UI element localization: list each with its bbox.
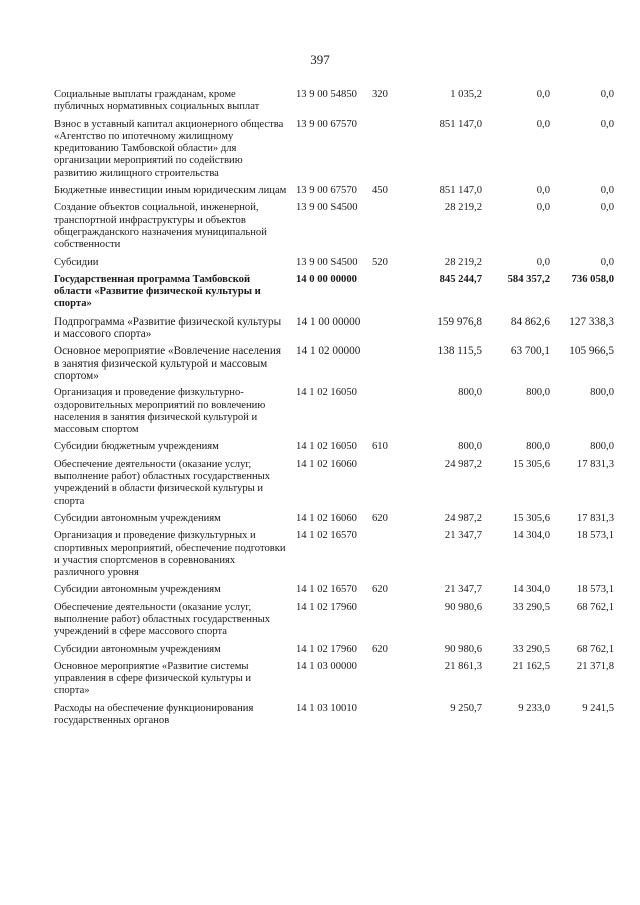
amount-year-2: 21 162,5 <box>512 660 550 672</box>
amount-year-2: 33 290,5 <box>512 601 550 613</box>
amount-year-1: 800,0 <box>458 441 482 453</box>
expense-type-code <box>372 661 404 703</box>
amount-year-2: 14 304,0 <box>512 584 550 596</box>
amount-year-3: 0,0 <box>600 185 614 197</box>
amount-year-2: 584 357,2 <box>507 273 550 285</box>
expense-type-code: 620 <box>372 584 388 596</box>
target-article-code: 14 0 00 00000 <box>296 273 357 285</box>
amount-year-1: 28 219,2 <box>444 202 482 214</box>
table-row <box>54 513 614 530</box>
expense-type-code <box>372 459 404 513</box>
table-row <box>54 257 614 274</box>
target-article-code: 13 9 00 S4500 <box>296 202 358 214</box>
amount-year-1: 90 980,6 <box>444 643 482 655</box>
expense-type-code: 320 <box>372 89 388 100</box>
expense-type-code <box>372 602 404 644</box>
amount-year-3: 9 241,5 <box>582 702 614 714</box>
amount-year-1: 21 347,7 <box>444 530 482 542</box>
table-row <box>54 644 614 661</box>
amount-year-1: 851 147,0 <box>439 185 482 197</box>
target-article-code: 14 1 02 16570 <box>296 530 357 542</box>
page-number: 397 <box>310 52 330 67</box>
amount-year-2: 0,0 <box>536 89 550 100</box>
amount-year-2: 0,0 <box>536 118 550 130</box>
table-row <box>54 703 614 733</box>
target-article-code: 14 1 00 00000 <box>296 315 361 328</box>
amount-year-1: 159 976,8 <box>437 315 482 328</box>
table-row <box>54 89 614 119</box>
target-article-code: 14 1 02 16060 <box>296 512 357 524</box>
expense-name: Субсидии автономным учреждениям <box>54 643 221 655</box>
expense-name: Субсидии <box>54 256 99 268</box>
table-row <box>54 274 614 316</box>
table-row <box>54 202 614 256</box>
amount-year-3: 0,0 <box>600 118 614 130</box>
expense-type-code <box>372 530 404 584</box>
table-body <box>54 89 614 732</box>
amount-year-2: 15 305,6 <box>512 512 550 524</box>
table-row <box>54 119 614 185</box>
amount-year-2: 0,0 <box>536 185 550 197</box>
budget-table <box>54 89 614 732</box>
expense-name: Расходы на обеспечение функционирования государственных органов <box>54 702 254 727</box>
expense-name: Подпрограмма «Развитие физической культуры и массового спорта» <box>54 315 282 341</box>
amount-year-3: 800,0 <box>590 441 614 453</box>
amount-year-1: 28 219,2 <box>444 256 482 268</box>
amount-year-2: 800,0 <box>526 441 550 453</box>
expense-type-code: 620 <box>372 512 388 524</box>
target-article-code: 13 9 00 S4500 <box>296 256 358 268</box>
expense-name: Основное мероприятие «Развитие системы управления в сфере физической культуры и спорта» <box>54 660 252 697</box>
amount-year-1: 138 115,5 <box>437 345 482 358</box>
expense-name: Основное мероприятие «Вовлечение населения в занятия физической культурой и массовым спортом» <box>54 345 282 382</box>
target-article-code: 14 1 02 16060 <box>296 458 357 470</box>
target-article-code: 13 9 00 54850 <box>296 89 357 100</box>
amount-year-1: 21 347,7 <box>444 584 482 596</box>
amount-year-2: 0,0 <box>536 202 550 214</box>
amount-year-1: 9 250,7 <box>450 702 482 714</box>
expense-type-code <box>372 316 404 346</box>
amount-year-1: 24 987,2 <box>444 512 482 524</box>
table-row <box>54 316 614 346</box>
amount-year-3: 0,0 <box>600 256 614 268</box>
expense-type-code <box>372 345 404 387</box>
amount-year-2: 33 290,5 <box>512 643 550 655</box>
table-row <box>54 459 614 513</box>
expense-name: Обеспечение деятельности (оказание услуг, выполнение работ) областных государственных учреждений в сфере массового спорта <box>54 601 271 638</box>
expense-type-code: 450 <box>372 185 388 197</box>
target-article-code: 13 9 00 67570 <box>296 118 357 130</box>
table-row <box>54 584 614 601</box>
amount-year-3: 18 573,1 <box>576 584 614 596</box>
target-article-code: 14 1 02 17960 <box>296 643 357 655</box>
amount-year-2: 63 700,1 <box>510 345 550 358</box>
amount-year-3: 127 338,3 <box>569 315 614 328</box>
expense-type-code: 620 <box>372 643 388 655</box>
amount-year-1: 1 035,2 <box>450 89 482 100</box>
expense-name: Организация и проведение физкультурно-оздоровительных мероприятий по вовлечению населения в занятия физической культурой и массовым спортом <box>54 387 266 436</box>
expense-name: Создание объектов социальной, инженерной, транспортной инфраструктуры и объектов общегражданского назначения муниципальной собственности <box>54 202 267 251</box>
table-row <box>54 345 614 387</box>
amount-year-1: 845 244,7 <box>439 273 482 285</box>
table-row <box>54 602 614 644</box>
amount-year-2: 0,0 <box>536 256 550 268</box>
table-row <box>54 661 614 703</box>
amount-year-3: 68 762,1 <box>576 643 614 655</box>
expense-name: Субсидии автономным учреждениям <box>54 512 221 524</box>
amount-year-3: 21 371,8 <box>576 660 614 672</box>
expense-name: Социальные выплаты гражданам, кроме публичных нормативных социальных выплат <box>54 89 260 113</box>
expense-type-code <box>372 703 404 733</box>
expense-name: Взнос в уставный капитал акционерного общества «Агентство по ипотечному жилищному кредитованию Тамбовской области» для организации мероприятий по содействию развитию жилищного строительства <box>54 118 284 179</box>
amount-year-3: 68 762,1 <box>576 601 614 613</box>
target-article-code: 14 1 02 00000 <box>296 345 361 358</box>
amount-year-1: 90 980,6 <box>444 601 482 613</box>
amount-year-3: 800,0 <box>590 387 614 399</box>
table-row <box>54 387 614 441</box>
amount-year-3: 0,0 <box>600 89 614 100</box>
target-article-code: 14 1 02 16570 <box>296 584 357 596</box>
amount-year-1: 851 147,0 <box>439 118 482 130</box>
amount-year-2: 14 304,0 <box>512 530 550 542</box>
expense-name: Обеспечение деятельности (оказание услуг, выполнение работ) областных государственных учреждений в области физической культуры и спорта <box>54 458 271 507</box>
target-article-code: 13 9 00 67570 <box>296 185 357 197</box>
target-article-code: 14 1 02 17960 <box>296 601 357 613</box>
amount-year-2: 15 305,6 <box>512 458 550 470</box>
expense-name: Государственная программа Тамбовской области «Развитие физической культуры и спорта» <box>54 273 261 310</box>
amount-year-3: 105 966,5 <box>569 345 614 358</box>
expense-type-code <box>372 119 404 185</box>
target-article-code: 14 1 02 16050 <box>296 387 357 399</box>
target-article-code: 14 1 03 00000 <box>296 660 357 672</box>
amount-year-3: 17 831,3 <box>576 512 614 524</box>
amount-year-2: 84 862,6 <box>510 315 550 328</box>
expense-name: Бюджетные инвестиции иным юридическим лицам <box>54 185 287 197</box>
table-row <box>54 530 614 584</box>
amount-year-3: 0,0 <box>600 202 614 214</box>
amount-year-1: 24 987,2 <box>444 458 482 470</box>
amount-year-3: 18 573,1 <box>576 530 614 542</box>
target-article-code: 14 1 02 16050 <box>296 441 357 453</box>
expense-name: Субсидии автономным учреждениям <box>54 584 221 596</box>
target-article-code: 14 1 03 10010 <box>296 702 357 714</box>
expense-type-code: 610 <box>372 441 388 453</box>
amount-year-3: 17 831,3 <box>576 458 614 470</box>
expense-name: Субсидии бюджетным учреждениям <box>54 441 219 453</box>
expense-name: Организация и проведение физкультурных и спортивных мероприятий, обеспечение подготовки и участия спортсменов в соревнованиях различного уровня <box>54 530 286 579</box>
amount-year-1: 21 861,3 <box>444 660 482 672</box>
amount-year-2: 800,0 <box>526 387 550 399</box>
table-row <box>54 185 614 202</box>
expense-type-code <box>372 274 404 316</box>
amount-year-1: 800,0 <box>458 387 482 399</box>
amount-year-3: 736 058,0 <box>571 273 614 285</box>
expense-type-code: 520 <box>372 256 388 268</box>
expense-type-code <box>372 202 404 256</box>
expense-type-code <box>372 387 404 441</box>
table-row <box>54 441 614 458</box>
amount-year-2: 9 233,0 <box>518 702 550 714</box>
